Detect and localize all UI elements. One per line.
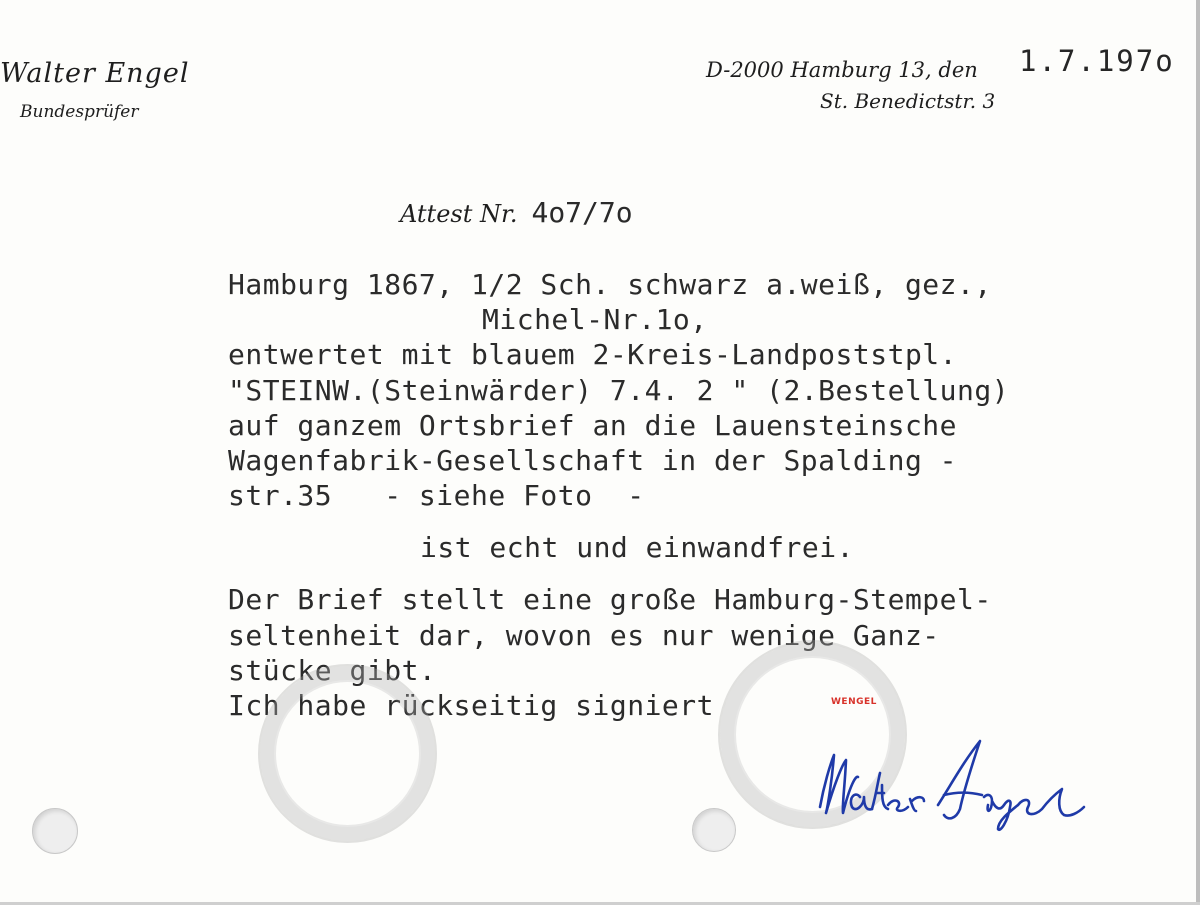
body-line: "STEINW.(Steinwärder) 7.4. 2 " (2.Bestellung) (228, 374, 1010, 407)
sender-name: Walter Engel (0, 58, 190, 89)
body-line: stücke gibt. (228, 654, 437, 687)
address-line-1: D-2000 Hamburg 13, den (706, 58, 978, 82)
sender-title: Bundesprüfer (20, 102, 139, 122)
attest-label: Attest Nr. (400, 200, 518, 228)
handwritten-signature (812, 735, 1092, 865)
body-line: str.35 - siehe Foto - (228, 479, 645, 512)
punch-hole-left (32, 808, 78, 854)
body-line: entwertet mit blauem 2-Kreis-Landpoststpl. (228, 338, 958, 371)
address-line-2: St. Benedictstr. 3 (820, 89, 996, 113)
body-line: auf ganzem Ortsbrief an die Lauensteinsche (228, 409, 958, 442)
punch-hole-middle (692, 808, 736, 852)
body-line: Ich habe rückseitig signiert (228, 689, 715, 722)
page-edge-right (1196, 0, 1200, 905)
embossed-seal-left (258, 664, 437, 843)
attest-heading (400, 196, 633, 229)
body-line: Hamburg 1867, 1/2 Sch. schwarz a.weiß, gez., (228, 268, 992, 301)
body-line: Michel-Nr.1o, (482, 303, 708, 336)
red-signature-stamp: WENGEL (831, 697, 877, 707)
body-line: Der Brief stellt eine große Hamburg-Stempel- (228, 583, 992, 616)
attest-number: 4o7/7o (531, 196, 633, 229)
body-line: ist echt und einwandfrei. (420, 531, 854, 564)
body-line: Wagenfabrik-Gesellschaft in der Spalding - (228, 444, 958, 477)
document-date: 1.7.197o (1019, 44, 1175, 78)
body-line: seltenheit dar, wovon es nur wenige Ganz- (228, 619, 940, 652)
